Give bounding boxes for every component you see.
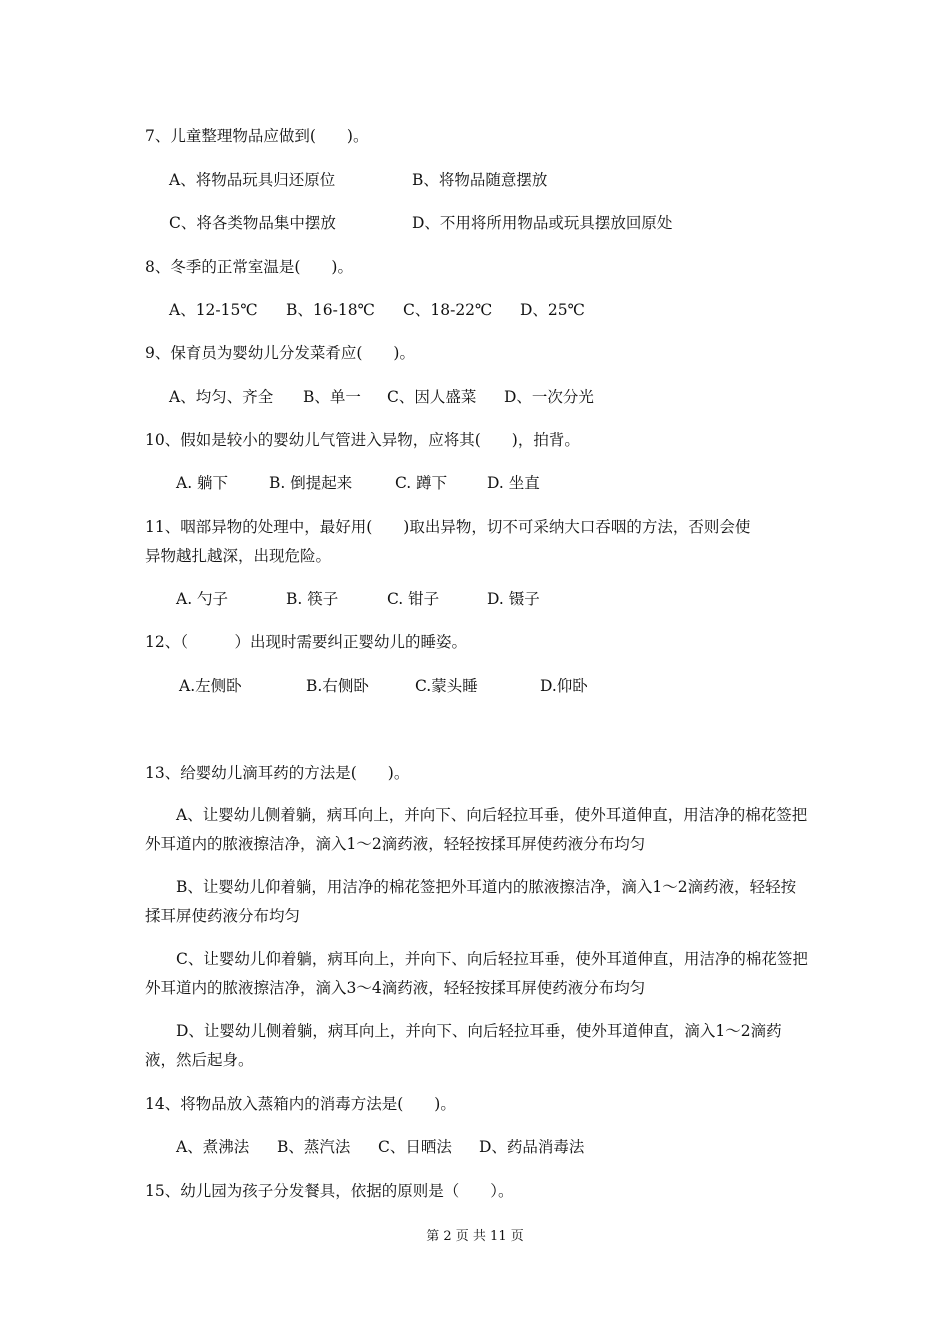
question-13-stem: 13、给婴幼儿滴耳药的方法是( )。 xyxy=(145,764,410,782)
question-8-stem: 8、冬季的正常室温是( )。 xyxy=(145,258,353,276)
question-14-options xyxy=(0,1137,950,1157)
option-d: D、不用将所用物品或玩具摆放回原处 xyxy=(412,214,673,232)
option-d: D、25℃ xyxy=(520,301,585,319)
question-13-option-a: A、让婴幼儿侧着躺，病耳向上，并向下、向后轻拉耳垂，使外耳道伸直，用洁净的棉花签把外耳道内的脓液擦洁净，滴入1～2滴药液，轻轻按揉耳屏使药液分布均匀 xyxy=(145,806,808,853)
option-a: A、均匀、齐全 xyxy=(169,388,274,406)
option-a: A、12-15℃ xyxy=(169,301,258,319)
option-d: D. 坐直 xyxy=(487,474,540,492)
option-a: A. 勺子 xyxy=(176,590,229,608)
option-b: B. 筷子 xyxy=(286,590,339,608)
question-12-stem: 12、（ ）出现时需要纠正婴幼儿的睡姿。 xyxy=(145,633,467,651)
option-b: B. 倒提起来 xyxy=(269,474,353,492)
option-d: D、药品消毒法 xyxy=(479,1138,585,1156)
option-b: B.右侧卧 xyxy=(306,677,369,695)
question-7-options-2 xyxy=(0,213,950,233)
option-b: B、将物品随意摆放 xyxy=(412,171,548,189)
option-b: B、单一 xyxy=(303,388,361,406)
question-11-options xyxy=(0,589,950,609)
option-c: C、将各类物品集中摆放 xyxy=(169,214,336,232)
question-15-stem: 15、幼儿园为孩子分发餐具，依据的原则是（ ）。 xyxy=(145,1182,514,1200)
option-a: A.左侧卧 xyxy=(179,677,242,695)
option-d: D、一次分光 xyxy=(504,388,594,406)
question-9-options xyxy=(0,387,950,407)
question-11-stem-line-2: 异物越扎越深，出现危险。 xyxy=(145,547,332,565)
option-b: B、蒸汽法 xyxy=(277,1138,351,1156)
option-c: C、18-22℃ xyxy=(403,301,493,319)
question-7-options xyxy=(0,170,950,190)
option-c: C、因人盛菜 xyxy=(387,388,477,406)
question-13-option-b: B、让婴幼儿仰着躺，用洁净的棉花签把外耳道内的脓液擦洁净，滴入1～2滴药液，轻轻按揉耳屏使药液分布均匀 xyxy=(145,878,797,925)
page-number: 第 2 页 共 11 页 xyxy=(426,1229,524,1244)
question-10-options xyxy=(0,473,950,493)
option-a: A、将物品玩具归还原位 xyxy=(169,171,336,189)
question-10-stem: 10、假如是较小的婴幼儿气管进入异物，应将其( )，拍背。 xyxy=(145,431,580,449)
question-13-option-c: C、让婴幼儿仰着躺，病耳向上，并向下、向后轻拉耳垂，使外耳道伸直，用洁净的棉花签把外耳道内的脓液擦洁净，滴入3～4滴药液，轻轻按揉耳屏使药液分布均匀 xyxy=(145,950,808,997)
option-c: C、日晒法 xyxy=(378,1138,452,1156)
question-7-stem: 7、儿童整理物品应做到( )。 xyxy=(145,127,369,145)
question-9-stem: 9、保育员为婴幼儿分发菜肴应( )。 xyxy=(145,344,415,362)
question-13-option-d: D、让婴幼儿侧着躺，病耳向上，并向下、向后轻拉耳垂，使外耳道伸直，滴入1～2滴药液，然后起身。 xyxy=(145,1022,782,1069)
option-a: A、煮沸法 xyxy=(176,1138,250,1156)
option-a: A. 躺下 xyxy=(176,474,229,492)
question-12-options xyxy=(0,676,950,696)
option-c: C. 蹲下 xyxy=(395,474,448,492)
option-c: C. 钳子 xyxy=(387,590,440,608)
option-d: D.仰卧 xyxy=(540,677,588,695)
question-14-stem: 14、将物品放入蒸箱内的消毒方法是( )。 xyxy=(145,1095,456,1113)
option-d: D. 镊子 xyxy=(487,590,540,608)
option-b: B、16-18℃ xyxy=(286,301,375,319)
question-11-stem-line-1: 11、咽部异物的处理中，最好用( )取出异物，切不可采纳大口吞咽的方法，否则会使 xyxy=(145,518,751,536)
option-c: C.蒙头睡 xyxy=(415,677,478,695)
question-8-options xyxy=(0,300,950,320)
